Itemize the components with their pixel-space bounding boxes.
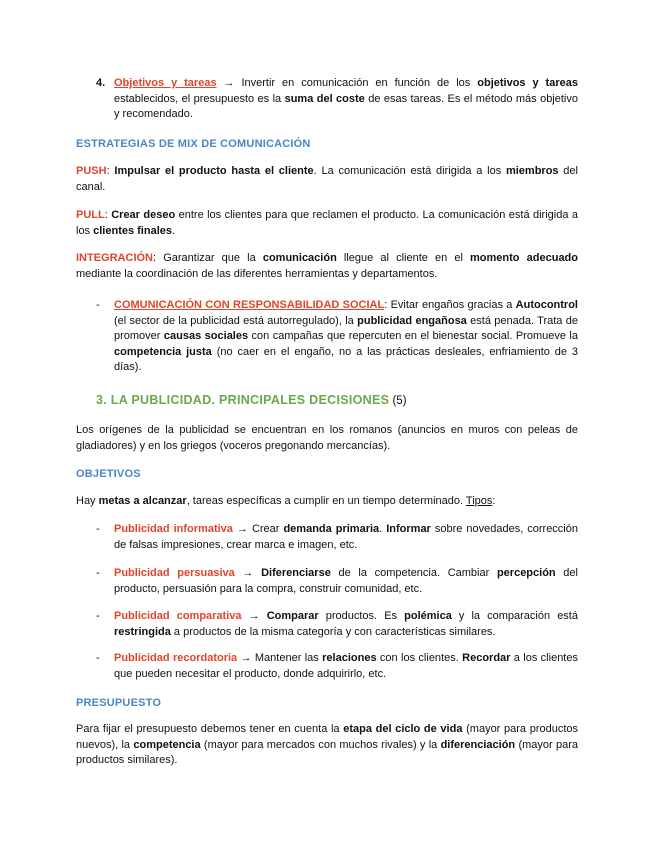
text: del canal. [76, 165, 578, 193]
push-paragraph [76, 164, 578, 195]
bold-text: percepción [496, 567, 556, 579]
arrow: → [241, 610, 267, 622]
item-label: Publicidad comparativa [114, 610, 242, 622]
bold-text: demanda primaria [283, 523, 380, 535]
bold-text: Recordar [462, 652, 511, 664]
text: de esas tareas. Es el método más objetivo y recomendado. [114, 92, 578, 120]
text: Garantizar que la [163, 252, 263, 264]
publicidad-recordatoria-item [96, 651, 578, 682]
section-title: 3. LA PUBLICIDAD. PRINCIPALES DECISIONES [96, 393, 390, 407]
bold-text: relaciones [322, 652, 377, 664]
publicidad-comparativa-item [96, 609, 578, 640]
list-dash: - [96, 523, 100, 535]
bold-text: comunicación [262, 252, 337, 264]
text: : [153, 252, 164, 264]
text: llegue al cliente en el [336, 252, 471, 264]
presupuesto-heading: PRESUPUESTO [76, 697, 162, 709]
presupuesto-paragraph [76, 722, 578, 769]
tipos-label: Tipos [465, 495, 493, 507]
bold-text: miembros [505, 165, 559, 177]
text: : [106, 165, 115, 177]
bold-text: diferenciación [440, 738, 516, 751]
estrategias-heading: ESTRATEGIAS DE MIX DE COMUNICACIÓN [76, 138, 311, 150]
integracion-paragraph [76, 251, 578, 282]
bold-text: Crear deseo [111, 209, 176, 221]
text: establecidos, el presupuesto es la [114, 92, 285, 105]
text: Mantener las [254, 652, 323, 664]
item-label: Publicidad persuasiva [114, 567, 235, 579]
text: , tareas específicas a cumplir en un tiempo determinado. [186, 495, 466, 507]
text: con campañas que repercuten en el bienestar social. Promueve la [248, 330, 578, 342]
integracion-label: INTEGRACIÓN [76, 252, 153, 264]
bold-text: Autocontrol [515, 299, 578, 311]
list-dash: - [96, 299, 100, 311]
bold-text: causas sociales [163, 330, 249, 342]
text: entre los clientes para que reclamen el producto. La comunicación está dirigida a los [76, 209, 579, 237]
text: a los clientes que pueden necesitar el producto, donde adquirirlo, etc. [114, 652, 578, 680]
bold-text: Comparar [266, 610, 319, 622]
origenes-paragraph: Los orígenes de la publicidad se encuentran en los romanos (anuncios en muros con peleas de gladiadores) y en los griegos (voceros pregonando mercancías). [76, 424, 578, 452]
bold-text: objetivos y tareas [477, 77, 578, 89]
section-count: (5) [389, 395, 407, 407]
bold-text: competencia justa [114, 345, 212, 358]
text: con los clientes. [376, 652, 463, 664]
bold-text: competencia [133, 738, 201, 751]
text: del producto, persuasión para la compra, construir comunidad, etc. [114, 567, 578, 595]
bold-text: metas a alcanzar [98, 495, 187, 507]
text: . [379, 523, 387, 535]
text: (el sector de la publicidad está autorregulado), la [114, 314, 358, 327]
arrow: → [216, 77, 242, 89]
text: : Evitar engaños gracias a [384, 299, 516, 311]
text: (no caer en el engaño, no a las prácticas desleales, enfriamiento de 3 días). [114, 345, 578, 373]
text: mediante la coordinación de las diferentes herramientas y departamentos. [76, 267, 438, 280]
text: : [104, 209, 112, 221]
text: Invertir en comunicación en función de los [241, 77, 478, 89]
text: . [172, 224, 176, 237]
text: (mayor para productos nuevos), la [76, 723, 579, 751]
text: . La comunicación está dirigida a los [313, 165, 506, 177]
text: de la competencia. Cambiar [330, 567, 497, 579]
item-label: Publicidad recordatoria [114, 652, 238, 664]
arrow: → [234, 567, 262, 579]
list-dash: - [96, 610, 100, 622]
bold-text: clientes finales [93, 224, 172, 237]
arrow: → [237, 652, 255, 664]
publicidad-persuasiva-item [96, 566, 578, 597]
bold-text: etapa del ciclo de vida [343, 723, 463, 735]
objetivos-tareas-item [96, 76, 578, 123]
text: y la comparación está [451, 610, 578, 622]
list-dash: - [96, 652, 100, 664]
text: está penada. Trata de promover [114, 314, 578, 342]
bold-text: suma del coste [284, 92, 365, 105]
text: sobre novedades, corrección de falsas impresiones, crear marca e imagen, etc. [114, 523, 578, 551]
bold-text: restringida [114, 625, 171, 638]
item-title: COMUNICACIÓN CON RESPONSABILIDAD SOCIAL [114, 299, 385, 311]
text: (mayor para mercados con muchos rivales) y la [200, 738, 441, 751]
pull-label: PULL [76, 209, 105, 221]
list-dash: - [96, 567, 100, 579]
bold-text: polémica [404, 610, 452, 622]
text: Para fijar el presupuesto debemos tener en cuenta la [76, 723, 344, 735]
arrow: → [232, 523, 252, 535]
bold-text: momento adecuado [470, 252, 578, 264]
bold-text: Impulsar el producto hasta el cliente [114, 165, 314, 177]
text: : [492, 495, 496, 507]
publicidad-informativa-item [96, 522, 578, 553]
bold-text: publicidad engañosa [357, 314, 467, 327]
text: a productos de la misma categoría y con características similares. [170, 625, 496, 638]
section-3-heading [96, 393, 598, 410]
text: (mayor para productos similares). [76, 738, 578, 766]
pull-paragraph [76, 208, 578, 239]
text: Crear [251, 523, 284, 535]
metas-paragraph [76, 494, 578, 510]
bold-text: Diferenciarse [261, 567, 331, 579]
bold-text: Informar [386, 523, 431, 535]
item-label: Publicidad informativa [114, 523, 233, 535]
list-number: 4. [96, 77, 106, 89]
text: Hay [76, 495, 99, 507]
push-label: PUSH [76, 165, 107, 177]
responsabilidad-social-item [96, 298, 578, 376]
item-title: Objetivos y tareas [114, 77, 217, 89]
text: productos. Es [318, 610, 405, 622]
objetivos-heading: OBJETIVOS [76, 468, 141, 480]
